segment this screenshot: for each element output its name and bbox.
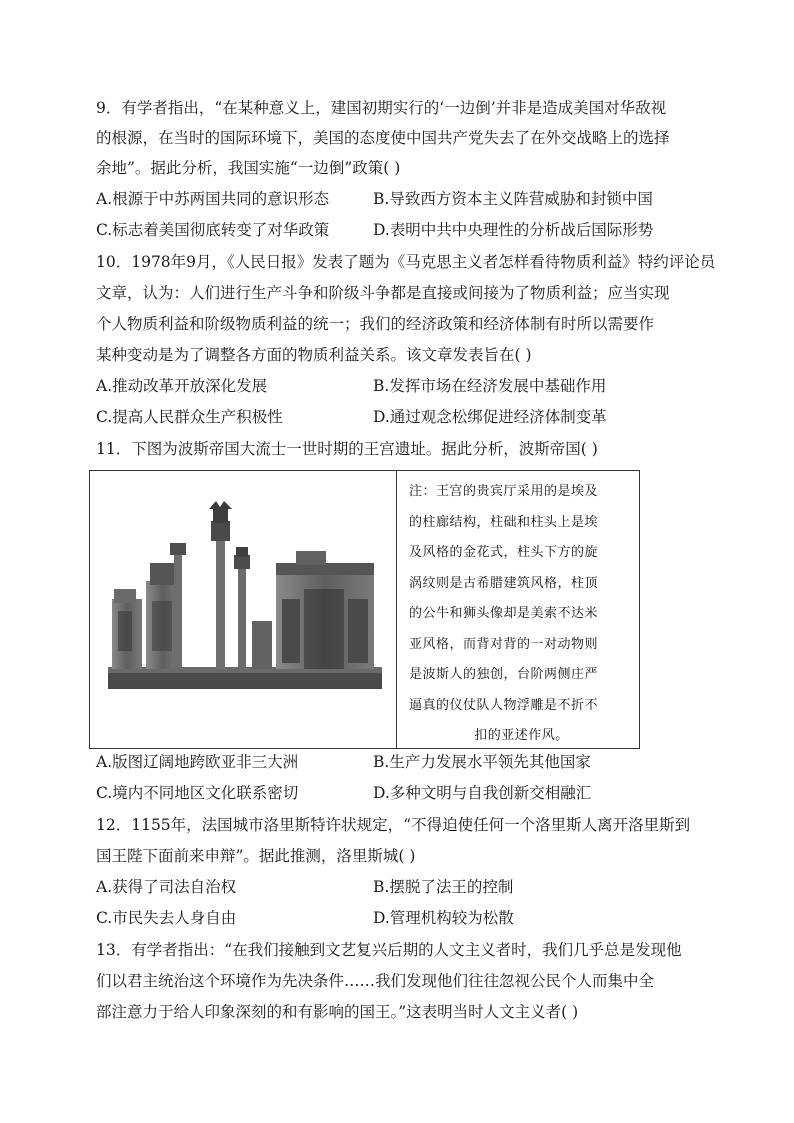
note-line: 是波斯人的独创，台阶两侧庄严 [409, 667, 599, 682]
q13-stem-line-1: 13．有学者指出：“在我们接触到文艺复兴后期的人文主义者时，我们几乎总是发现他 [96, 941, 682, 959]
note-line: 注：王宫的贵宾厅采用的是埃及 [409, 484, 599, 499]
note-line: 亚风格，而背对背的一对动物则 [409, 636, 599, 652]
q11-option-c[interactable]: C.境内不同地区文化联系密切 [96, 784, 299, 802]
q10-stem-line-4: 某种变动是为了调整各方面的物质利益关系。该文章发表旨在( ) [96, 346, 532, 364]
q12-option-b[interactable]: B.摆脱了法王的控制 [373, 878, 514, 896]
q9-option-a[interactable]: A.根源于中苏两国共同的意识形态 [96, 190, 330, 208]
figure-note [397, 471, 640, 748]
q10-option-d[interactable]: D.通过观念松绑促进经济体制变革 [373, 408, 607, 426]
q9-stem-line-1: 9．有学者指出，“在某种意义上，建国初期实行的‘一边倒’并非是造成美国对华敌视 [96, 99, 667, 117]
q11-option-a[interactable]: A.版图辽阔地跨欧亚非三大洲 [96, 753, 299, 771]
q9-stem-line-3: 余地”。据此分析，我国实施“一边倒”政策( ) [96, 159, 401, 177]
q10-stem-line-1: 10．1978年9月，《人民日报》发表了题为《马克思主义者怎样看待物质利益》特约评论员 [96, 253, 716, 271]
q10-stem-line-2: 文章，认为：人们进行生产斗争和阶级斗争都是直接或间接为了物质利益；应当实现 [96, 284, 670, 302]
q9-stem-line-2: 的根源，在当时的国际环境下，美国的态度使中国共产党失去了在外交战略上的选择 [96, 129, 670, 147]
q10-stem-line-3: 个人物质利益和阶级物质利益的统一；我们的经济政策和经济体制有时所以需要作 [96, 315, 655, 333]
q11-option-b[interactable]: B.生产力发展水平领先其他国家 [373, 753, 591, 771]
q9-option-b[interactable]: B.导致西方资本主义阵营威胁和封锁中国 [373, 190, 653, 208]
palace-ruins-illustration [90, 471, 396, 748]
palace-ruins-photo [90, 471, 397, 748]
q9-option-c[interactable]: C.标志着美国彻底转变了对华政策 [96, 221, 330, 239]
q12-option-c[interactable]: C.市民失去人身自由 [96, 909, 237, 927]
q9-option-d[interactable]: D.表明中共中央理性的分析战后国际形势 [373, 221, 654, 239]
q12-option-d[interactable]: D.管理机构较为松散 [373, 909, 514, 927]
q10-option-c[interactable]: C.提高人民群众生产积极性 [96, 408, 283, 426]
q10-option-a[interactable]: A.推动改革开放深化发展 [96, 377, 268, 395]
q12-stem-line-2: 国王陛下面前来申辩”。据此推测，洛里斯城( ) [96, 847, 416, 865]
q13-stem-line-2: 们以君主统治这个环境作为先决条件……我们发现他们往往忽视公民个人而集中全 [96, 972, 655, 990]
q12-option-a[interactable]: A.获得了司法自治权 [96, 878, 237, 896]
q10-option-b[interactable]: B.发挥市场在经济发展中基础作用 [373, 377, 607, 395]
note-line: 逼真的仪仗队人物浮雕是不折不 [409, 697, 599, 713]
q11-option-d[interactable]: D.多种文明与自我创新交相融汇 [373, 784, 592, 802]
note-line: 扣的亚述作风。 [474, 728, 569, 743]
note-line: 及风格的金花式，柱头下方的旋 [409, 545, 599, 560]
q13-stem-line-3: 部注意力于给人印象深刻的和有影响的国王。”这表明当时人文主义者( ) [96, 1003, 579, 1021]
note-line: 的柱廊结构，柱础和柱头上是埃 [409, 514, 599, 530]
q12-stem-line-1: 12．1155年，法国城市洛里斯特许状规定，“不得迫使任何一个洛里斯人离开洛里斯到 [96, 816, 691, 834]
note-line: 涡纹则是古希腊建筑风格，柱顶 [409, 575, 599, 591]
note-line: 的公牛和狮头像却是美索不达米 [409, 606, 599, 621]
q11-stem-line-1: 11．下图为波斯帝国大流士一世时期的王宫遗址。据此分析，波斯帝国( ) [96, 440, 598, 458]
q11-figure [89, 470, 640, 749]
